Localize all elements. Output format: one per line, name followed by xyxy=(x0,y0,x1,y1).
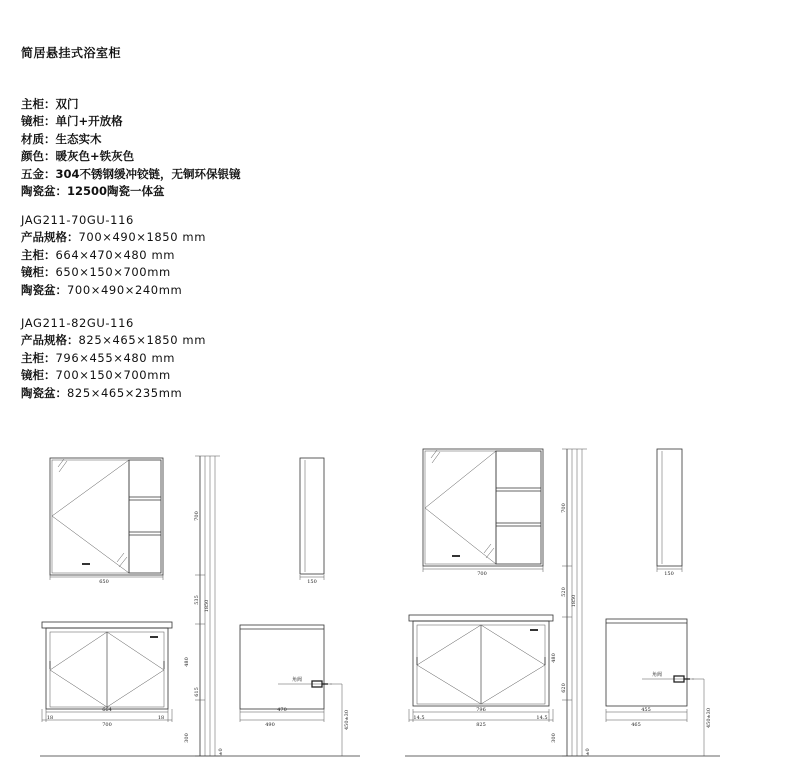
spec-label: 材质： xyxy=(21,131,56,146)
total-height-label: 1850 xyxy=(204,599,210,613)
basin-width-label: 700 xyxy=(102,722,112,728)
dimension-mirror-width xyxy=(423,566,543,577)
model-row-value: 650×150×700mm xyxy=(55,265,171,280)
gap-label: 535 xyxy=(194,595,200,605)
gap-label: 520 xyxy=(561,587,567,597)
model-row-value: 825×465×1850 mm xyxy=(78,333,206,348)
mirror-depth-label: 150 xyxy=(664,571,674,577)
basin-width-label: 825 xyxy=(476,722,486,728)
spec-value: 304不锈钢缓冲铰链，无铜环保银镜 xyxy=(55,166,241,181)
main-cabinet-side xyxy=(606,619,687,728)
cabinet-width-label: 796 xyxy=(476,707,486,713)
spec-value: 生态实木 xyxy=(55,131,102,146)
main-cabinet-front xyxy=(42,622,172,709)
cabinet-height-label: 480 xyxy=(551,653,557,663)
valve-label: 角阀 xyxy=(292,677,303,683)
floor-gap-label: 300 xyxy=(184,733,190,743)
dimension-cabinet-width xyxy=(42,707,172,728)
model-row-label: 镜柜： xyxy=(21,368,56,383)
spec-value: 12500陶瓷一体盆 xyxy=(67,184,165,199)
model-row-label: 产品规格： xyxy=(21,230,79,245)
height-dimension-chain xyxy=(551,449,591,756)
angle-valve xyxy=(642,671,712,756)
mirror-cabinet-front xyxy=(50,458,163,575)
spec-value: 单门+开放格 xyxy=(55,114,123,129)
mirror-height-label: 700 xyxy=(561,503,567,513)
model-row-label: 镜柜： xyxy=(21,265,56,280)
model-row-value: 700×490×1850 mm xyxy=(78,230,206,245)
model-code: JAG211-82GU-116 xyxy=(21,316,134,330)
mirror-depth-label: 150 xyxy=(307,579,317,585)
model-row-label: 主柜： xyxy=(21,247,56,262)
model-row-label: 陶瓷盆： xyxy=(21,385,67,400)
valve-height-label: 450±30 xyxy=(706,707,712,729)
dimension-cabinet-width xyxy=(409,707,553,728)
spec-label: 颜色： xyxy=(21,149,56,164)
mirror-cabinet-front xyxy=(423,449,543,566)
main-cabinet-side xyxy=(240,625,324,728)
main-cabinet-front xyxy=(409,615,553,706)
cabinet-width-label: 664 xyxy=(102,707,112,713)
floor-mark-label: ±0 xyxy=(218,748,224,756)
spec-label: 陶瓷盆： xyxy=(21,184,67,199)
floor-mark-label: ±0 xyxy=(585,748,591,756)
side-right-label: 18 xyxy=(157,715,165,721)
mirror-cabinet-side xyxy=(657,449,682,577)
drawing-set-70 xyxy=(40,456,360,756)
cabinet-height-label: 480 xyxy=(184,657,190,667)
model-row-value: 825×465×235mm xyxy=(67,385,183,400)
valve-height-label: 450±30 xyxy=(344,709,350,731)
valve-label: 角阀 xyxy=(652,672,663,678)
height-dimension-chain xyxy=(184,456,224,756)
leg-label: 620 xyxy=(561,683,567,693)
model-row-label: 产品规格： xyxy=(21,333,79,348)
model-row-value: 700×490×240mm xyxy=(67,282,183,297)
leg-label: 615 xyxy=(194,687,200,697)
spec-label: 主柜： xyxy=(21,97,56,111)
model-row-label: 主柜： xyxy=(21,350,56,365)
mirror-width-label: 650 xyxy=(99,579,109,585)
mirror-height-label: 700 xyxy=(194,511,200,521)
angle-valve xyxy=(278,676,350,756)
cabinet-depth-label: 455 xyxy=(641,707,651,713)
model-row-value: 700×150×700mm xyxy=(55,368,171,383)
cabinet-depth-label: 470 xyxy=(277,707,287,713)
total-height-label: 1850 xyxy=(571,594,577,608)
drawing-set-82 xyxy=(405,449,720,756)
side-left-label: 18 xyxy=(46,715,54,721)
spec-value: 双门 xyxy=(55,97,79,111)
mirror-cabinet-side xyxy=(300,458,324,585)
spec-label: 五金： xyxy=(21,166,56,181)
side-left-label: 14.5 xyxy=(413,715,425,721)
model-code: JAG211-70GU-116 xyxy=(21,213,134,227)
floor-gap-label: 300 xyxy=(551,733,557,743)
page-title: 简居悬挂式浴室柜 xyxy=(21,46,122,60)
basin-depth-label: 490 xyxy=(265,722,275,728)
spec-label: 镜柜： xyxy=(21,114,56,129)
mirror-width-label: 700 xyxy=(477,571,487,577)
dimension-mirror-width xyxy=(50,575,163,585)
basin-depth-label: 465 xyxy=(631,722,641,728)
model-row-value: 664×470×480 mm xyxy=(55,247,176,262)
side-right-label: 14.5 xyxy=(536,715,548,721)
spec-value: 暖灰色+铁灰色 xyxy=(55,149,135,164)
model-row-label: 陶瓷盆： xyxy=(21,282,67,297)
model-row-value: 796×455×480 mm xyxy=(55,350,176,365)
